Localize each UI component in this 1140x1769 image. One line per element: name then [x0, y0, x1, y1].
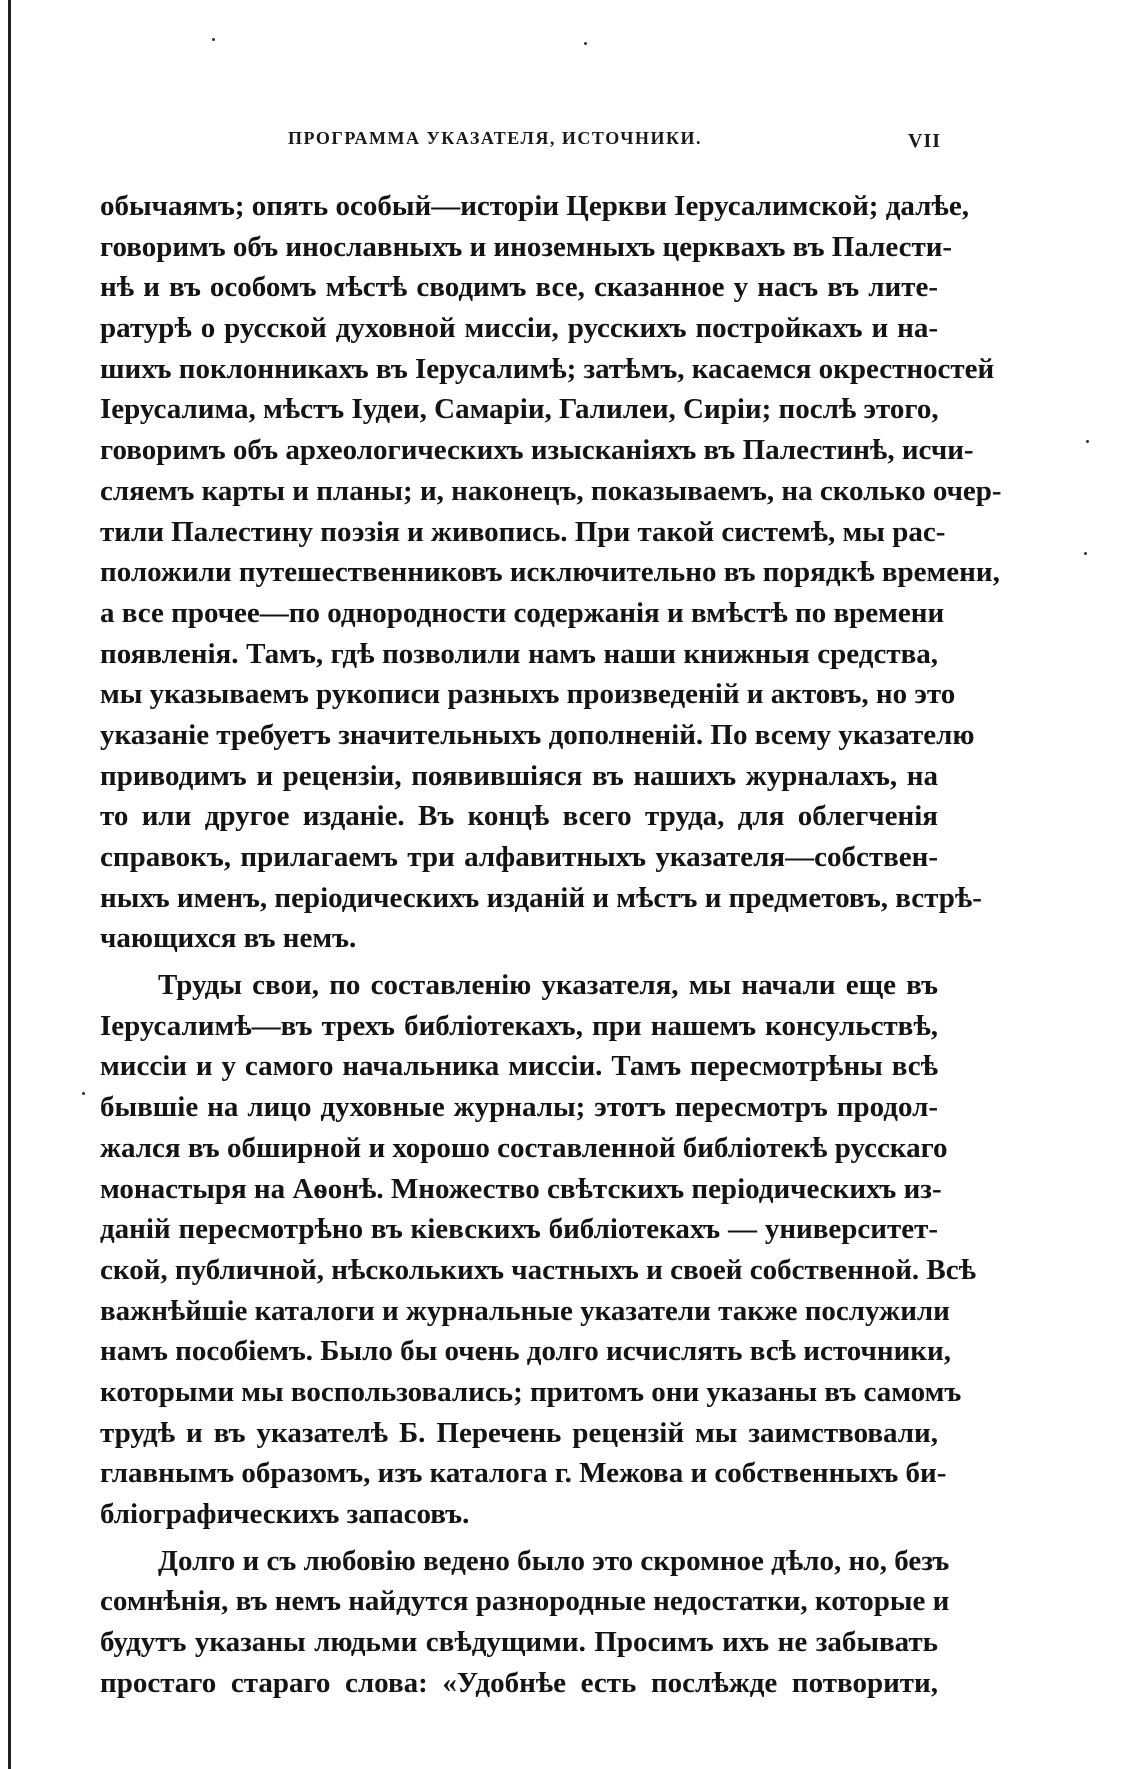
text-line: даній пересмотрѣно въ кіевскихъ библіотекахъ — университет- [100, 1213, 938, 1246]
text-line: а все прочее—по однородности содержанія и вмѣстѣ по времени [100, 596, 945, 629]
text-line: которыми мы воспользовались; притомъ они указаны въ самомъ [100, 1375, 962, 1408]
text-line: важнѣйшіе каталоги и журнальные указатели также послужили [100, 1294, 950, 1327]
text-line: намъ пособіемъ. Было бы очень долго исчислять всѣ источники, [100, 1335, 951, 1368]
scan-speck [212, 38, 215, 41]
scan-speck [584, 42, 587, 45]
text-line: Іерусалимѣ—въ трехъ библіотекахъ, при нашемъ консульствѣ, [100, 1009, 938, 1042]
text-line: Іерусалима, мѣстъ Іудеи, Самаріи, Галилеи, Сиріи; послѣ этого, [100, 393, 939, 426]
text-line: нѣ и въ особомъ мѣстѣ сводимъ все, сказанное у насъ въ лите- [100, 271, 938, 304]
paragraph-2 [100, 965, 977, 1535]
text-line: ныхъ именъ, періодическихъ изданій и мѣстъ и предметовъ, встрѣ- [100, 881, 982, 914]
text-line: появленія. Тамъ, гдѣ позволили намъ наши книжныя средства, [100, 637, 938, 670]
text-line: указаніе требуетъ значительныхъ дополненій. По всему указателю [100, 718, 975, 751]
text-line: мы указываемъ рукописи разныхъ произведеній и актовъ, но это [100, 678, 956, 711]
text-line: шихъ поклонникахъ въ Іерусалимѣ; затѣмъ, касаемся окрестностей [100, 352, 995, 385]
text-line: миссіи и у самого начальника миссіи. Тамъ пересмотрѣны всѣ [100, 1050, 938, 1083]
scan-page-edge [8, 0, 11, 1769]
text-line: тили Палестину поэзія и живопись. При такой системѣ, мы рас- [100, 515, 946, 548]
text-line: бліографическихъ запасовъ. [100, 1498, 470, 1530]
text-line: сляемъ карты и планы; и, наконецъ, показываемъ, на сколько очер- [100, 474, 1002, 507]
text-line: Труды свои, по составленію указателя, мы начали еще въ [158, 969, 938, 1002]
text-line: приводимъ и рецензіи, появившіяся въ нашихъ журналахъ, на [100, 759, 938, 792]
text-line: сомнѣнія, въ немъ найдутся разнородные недостатки, которые и [100, 1585, 950, 1618]
text-line: то или другое изданіе. Въ концѣ всего труда, для облегченія [100, 800, 938, 833]
text-line: трудѣ и въ указателѣ Б. Перечень рецензій мы заимствовали, [100, 1416, 938, 1449]
scan-speck [1086, 440, 1089, 443]
scan-speck [82, 1092, 85, 1095]
text-line: говоримъ объ археологическихъ изысканіяхъ въ Палестинѣ, исчи- [100, 434, 974, 467]
body-text [100, 186, 1002, 1703]
scan-speck [1084, 552, 1087, 555]
paragraph-1 [100, 186, 1002, 959]
text-line: обычаямъ; опять особый—исторіи Церкви Іерусалимской; далѣе, [100, 190, 969, 222]
text-line: чающихся въ немъ. [100, 922, 357, 955]
text-line: справокъ, прилагаемъ три алфавитныхъ указателя—собствен- [100, 841, 938, 873]
paragraph-3 [100, 1541, 950, 1704]
text-line: монастыря на Аѳонѣ. Множество свѣтскихъ періодическихъ из- [100, 1172, 942, 1205]
page-number: VII [908, 130, 942, 152]
text-line: Долго и съ любовію ведено было это скромное дѣло, но, безъ [158, 1544, 950, 1577]
text-line: положили путешественниковъ исключительно въ порядкѣ времени, [100, 556, 1000, 589]
text-line: будутъ указаны людьми свѣдущими. Просимъ ихъ не забывать [100, 1626, 938, 1659]
text-line: ской, публичной, нѣсколькихъ частныхъ и своей собственной. Всѣ [100, 1253, 977, 1286]
text-line: ратурѣ о русской духовной миссіи, русскихъ постройкахъ и на- [100, 312, 938, 345]
text-line: простаго стараго слова: «Удобнѣе есть послѣжде потворити, [100, 1666, 938, 1699]
text-line: жался въ обширной и хорошо составленной библіотекѣ русскаго [100, 1131, 948, 1164]
running-title: ПРОГРАММА УКАЗАТЕЛЯ, ИСТОЧНИКИ. [288, 128, 703, 148]
text-line: бывшіе на лицо духовные журналы; этотъ пересмотръ продол- [100, 1091, 938, 1124]
text-line: главнымъ образомъ, изъ каталога г. Межова и собственныхъ би- [100, 1457, 947, 1490]
text-line: говоримъ объ инославныхъ и иноземныхъ церквахъ въ Палести- [100, 230, 953, 263]
